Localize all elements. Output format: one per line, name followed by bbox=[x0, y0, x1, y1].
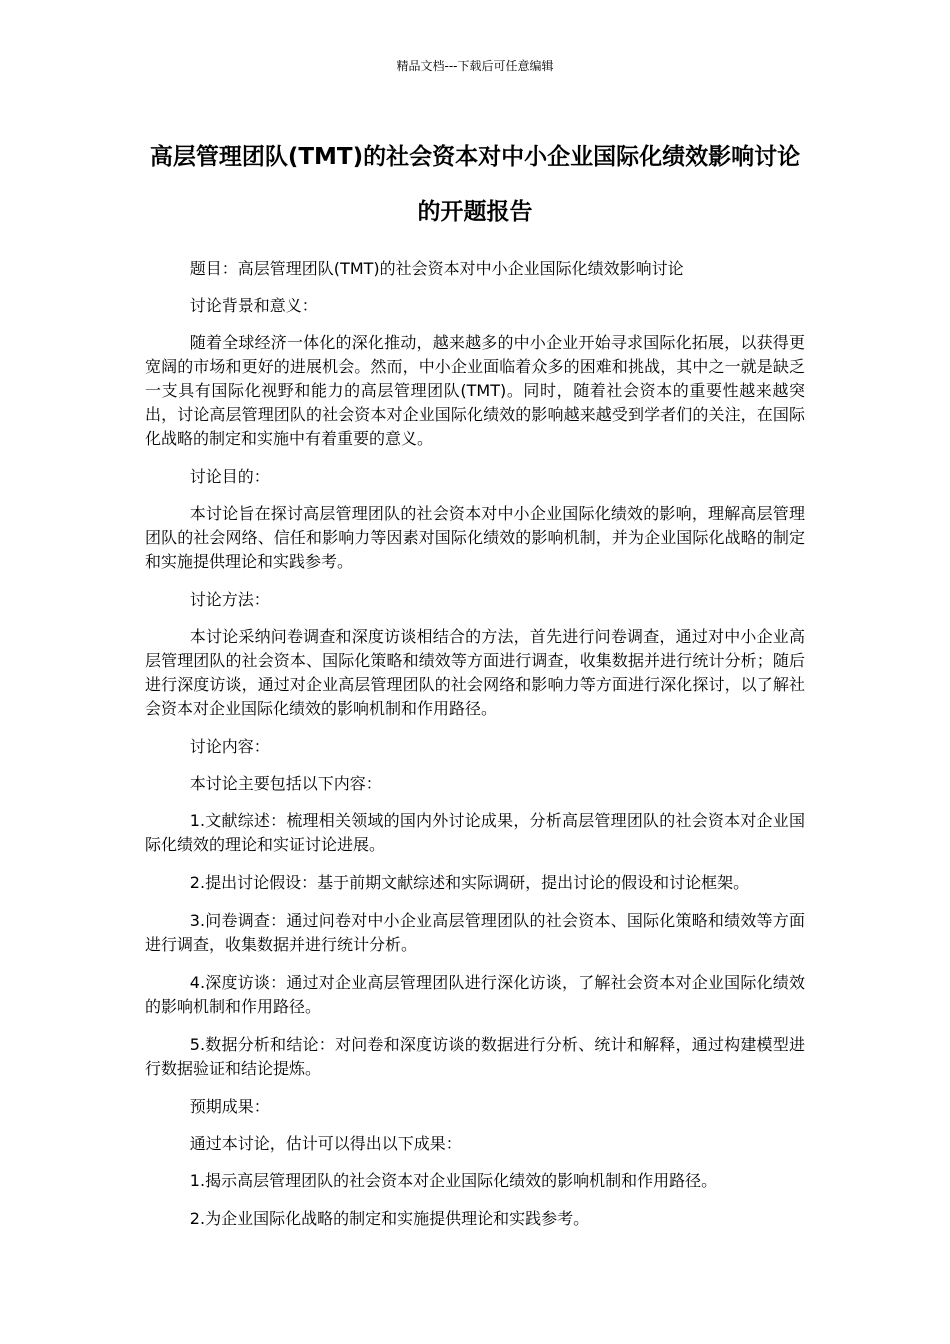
content-item-2: 2.提出讨论假设：基于前期文献综述和实际调研，提出讨论的假设和讨论框架。 bbox=[189, 873, 750, 892]
content-item-1: 1.文献综述：梳理相关领域的国内外讨论成果，分析高层管理团队的社会资本对企业国际化绩效的理论和实证讨论进展。 bbox=[145, 811, 805, 854]
topic-line: 题目：高层管理团队(TMT)的社会资本对中小企业国际化绩效影响讨论 bbox=[189, 259, 684, 278]
paragraph-results-intro: 通过本讨论，估计可以得出以下成果： bbox=[189, 1134, 462, 1153]
document-body bbox=[145, 257, 805, 1245]
document-title: 高层管理团队(TMT)的社会资本对中小企业国际化绩效影响讨论的开题报告 bbox=[149, 144, 801, 225]
section-heading-content: 讨论内容： bbox=[189, 737, 270, 756]
result-item-2: 2.为企业国际化战略的制定和实施提供理论和实践参考。 bbox=[189, 1209, 590, 1228]
paragraph-method: 本讨论采纳问卷调查和深度访谈相结合的方法，首先进行问卷调查，通过对中小企业高层管理团队的社会资本、国际化策略和绩效等方面进行调查，收集数据并进行统计分析；随后进行深度访谈，通过对企业高层管理团队的社会网络和影响力等方面进行深化探讨，以了解社会资本对企业国际化绩效的影响机制和作用路径。 bbox=[145, 627, 805, 718]
content-item-5: 5.数据分析和结论：对问卷和深度访谈的数据进行分析、统计和解释，通过构建模型进行数据验证和结论提炼。 bbox=[145, 1035, 805, 1078]
section-heading-results: 预期成果： bbox=[189, 1097, 270, 1116]
section-heading-background: 讨论背景和意义： bbox=[189, 296, 318, 315]
paragraph-background: 随着全球经济一体化的深化推动，越来越多的中小企业开始寻求国际化拓展，以获得更宽阔的市场和更好的进展机会。然而，中小企业面临着众多的困难和挑战，其中之一就是缺乏一支具有国际化视野和能力的高层管理团队(TMT)。同时，随着社会资本的重要性越来越突出，讨论高层管理团队的社会资本对企业国际化绩效的影响越来越受到学者们的关注，在国际化战略的制定和实施中有着重要的意义。 bbox=[145, 333, 805, 448]
content-item-3: 3.问卷调查：通过问卷对中小企业高层管理团队的社会资本、国际化策略和绩效等方面进行调查，收集数据并进行统计分析。 bbox=[145, 911, 805, 954]
section-heading-method: 讨论方法： bbox=[189, 590, 270, 609]
header-note: 精品文档---下载后可任意编辑 bbox=[396, 59, 554, 73]
content-item-4: 4.深度访谈：通过对企业高层管理团队进行深化访谈，了解社会资本对企业国际化绩效的影响机制和作用路径。 bbox=[145, 973, 805, 1016]
result-item-1: 1.揭示高层管理团队的社会资本对企业国际化绩效的影响机制和作用路径。 bbox=[189, 1171, 718, 1190]
paragraph-content-intro: 本讨论主要包括以下内容： bbox=[189, 774, 382, 793]
paragraph-purpose: 本讨论旨在探讨高层管理团队的社会资本对中小企业国际化绩效的影响，理解高层管理团队的社会网络、信任和影响力等因素对国际化绩效的影响机制，并为企业国际化战略的制定和实施提供理论和实践参考。 bbox=[145, 504, 805, 571]
section-heading-purpose: 讨论目的： bbox=[189, 467, 270, 486]
